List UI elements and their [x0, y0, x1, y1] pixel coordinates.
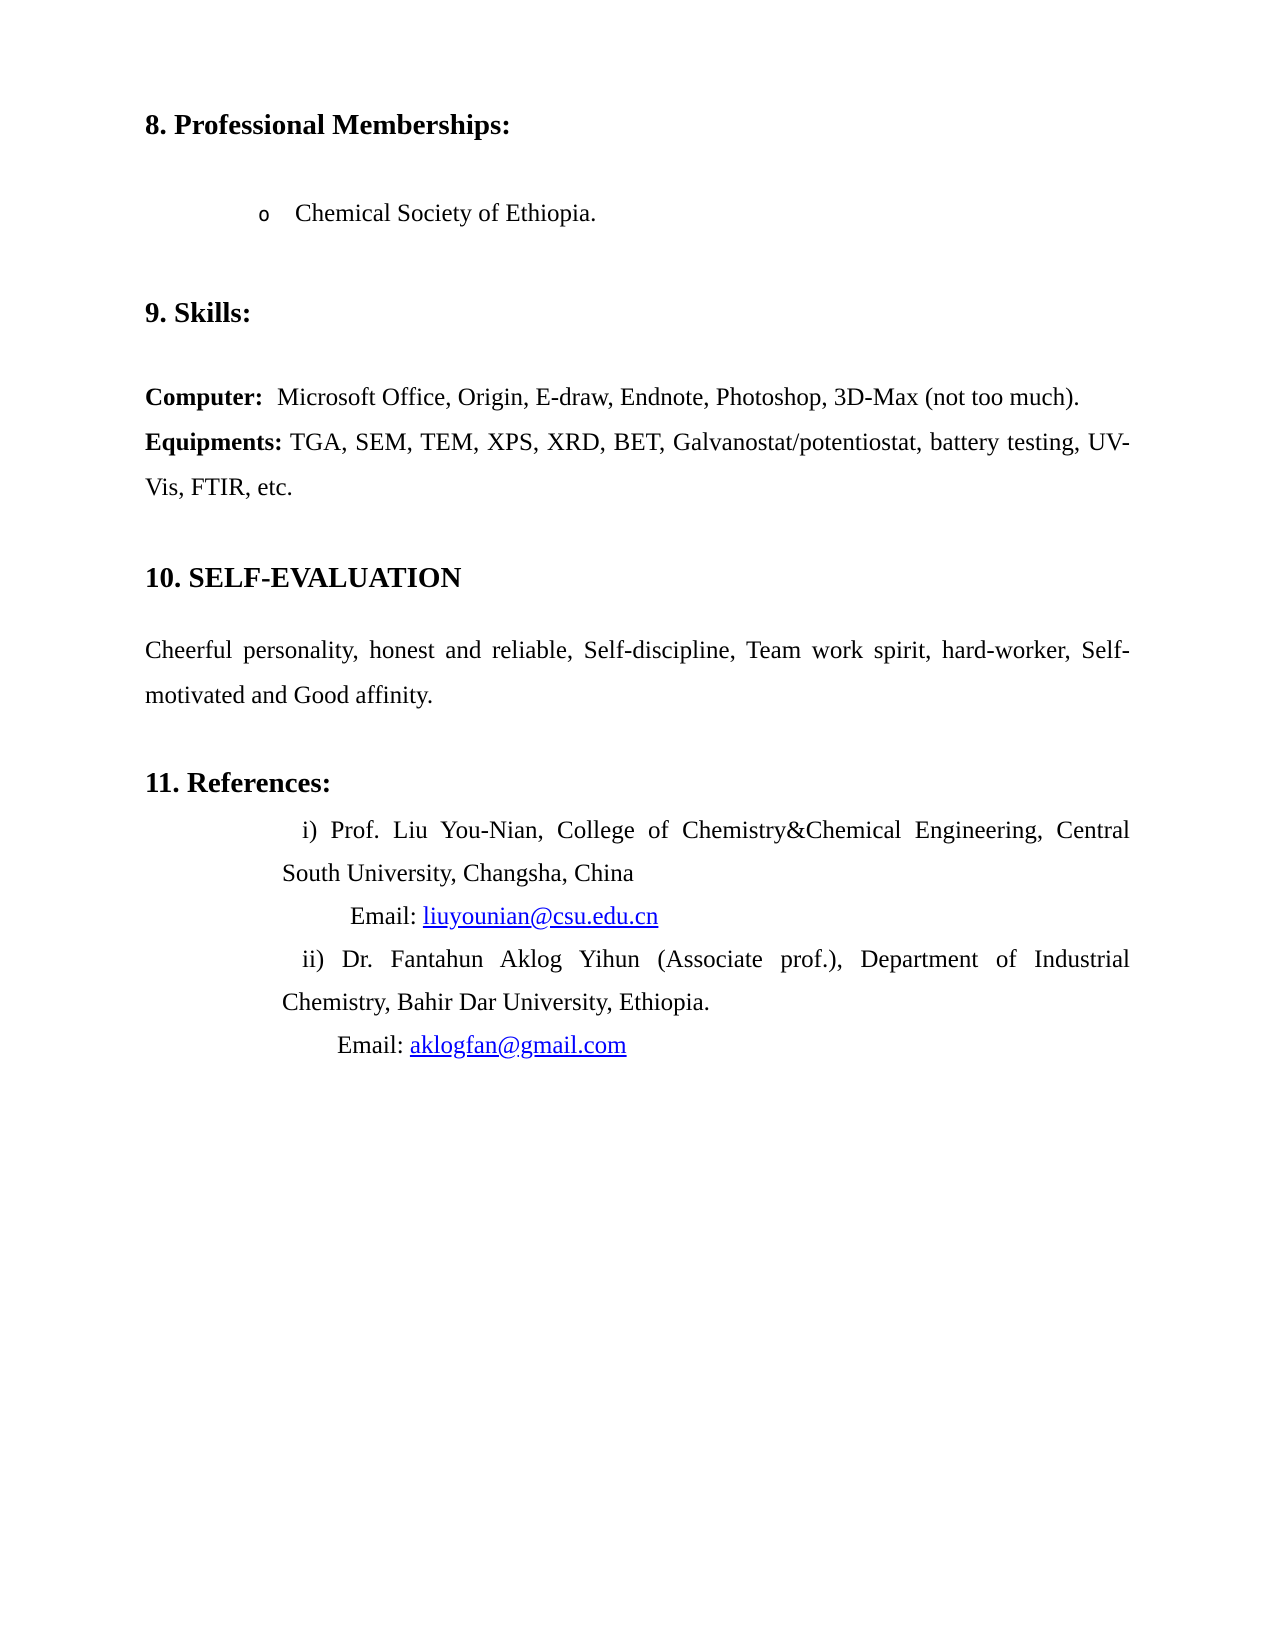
section-heading-self-evaluation: 10. SELF-EVALUATION — [145, 562, 462, 594]
membership-item-text: Chemical Society of Ethiopia. — [295, 200, 597, 227]
reference-2-email-row — [282, 1024, 1130, 1067]
section-heading-skills: 9. Skills: — [145, 297, 252, 329]
email-label: Email: — [350, 903, 417, 930]
computer-skills-text: Microsoft Office, Origin, E-draw, Endnote, Photoshop, 3D-Max (not too much). — [277, 384, 1080, 411]
email-label: Email: — [337, 1032, 404, 1059]
equipment-skills-line — [145, 420, 1130, 510]
section-heading-references: 11. References: — [145, 767, 332, 799]
reference-2-text: ii) Dr. Fantahun Aklog Yihun (Associate prof.), Department of Industrial Chemistry, Bahir Dar University, Ethiopia. — [282, 946, 1130, 1016]
reference-item — [282, 809, 1130, 938]
reference-1-text: i) Prof. Liu You-Nian, College of Chemistry&Chemical Engineering, Central South University, Changsha, China — [282, 817, 1130, 887]
membership-list-item — [145, 197, 1130, 231]
equipments-label: Equipments: — [145, 429, 283, 456]
reference-item — [282, 938, 1130, 1067]
reference-2-email-link[interactable]: aklogfan@gmail.com — [409, 1032, 627, 1059]
reference-1-email-link[interactable]: liuyounian@csu.edu.cn — [422, 903, 659, 930]
section-heading-professional-memberships: 8. Professional Memberships: — [145, 109, 511, 141]
computer-label: Computer: — [145, 384, 264, 411]
computer-skills-line — [145, 375, 1130, 420]
references-list — [145, 809, 1130, 1067]
equipment-skills-text: TGA, SEM, TEM, XPS, XRD, BET, Galvanostat/potentiostat, battery testing, UV-Vis, FTIR, etc. — [145, 429, 1130, 501]
self-evaluation-text: Cheerful personality, honest and reliable, Self-discipline, Team work spirit, hard-worker, Self-motivated and Good affinity. — [145, 637, 1130, 709]
reference-1-email-row — [282, 895, 1130, 938]
circle-bullet-marker: o — [258, 202, 271, 226]
